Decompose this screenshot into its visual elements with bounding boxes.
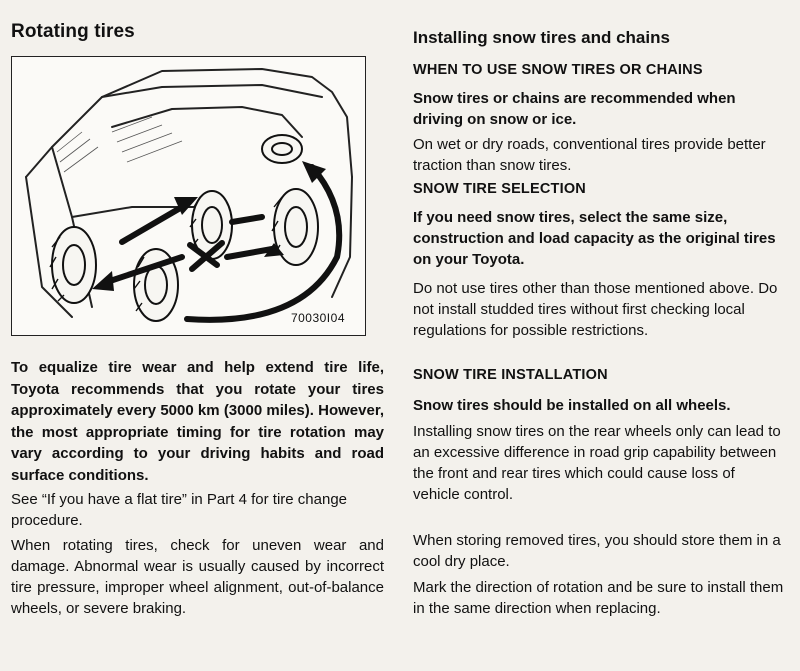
when-to-use-text: On wet or dry roads, conventional tires provide better traction than snow tires. [413, 136, 766, 174]
figure-code: 70030I04 [290, 311, 345, 325]
snow-tire-installation-bold: Snow tires should be installed on all wheels. [413, 397, 731, 414]
left-column [11, 20, 384, 617]
snow-tires-title: Installing snow tires and chains [413, 28, 670, 47]
snow-tire-installation-text1: Installing snow tires on the rear wheels only can lead to an excessive difference in road grip capability between the front and rear tires which could cause loss of vehicle control. [413, 423, 781, 503]
when-to-use-bold: Snow tires or chains are recommended when driving on snow or ice. [413, 90, 736, 128]
snow-tire-selection-text: Do not use tires other than those mentioned above. Do not install studded tires without first checking local regulations for possible restrictions. [413, 280, 778, 339]
tire-rotation-figure [11, 56, 366, 336]
when-to-use-heading: WHEN TO USE SNOW TIRES OR CHAINS [413, 62, 703, 78]
flat-tire-reference: See “If you have a flat tire” in Part 4 for tire change procedure. [11, 491, 348, 529]
snow-tire-installation-heading: SNOW TIRE INSTALLATION [413, 367, 608, 383]
rotation-check-paragraph: When rotating tires, check for uneven wear and damage. Abnormal wear is usually caused by incorrect tire pressure, improper wheel alignment, out-of-balance wheels, or severe braking. [11, 537, 384, 617]
rotation-lead-paragraph: To equalize tire wear and help extend tire life, Toyota recommends that you rotate your tires approximately every 5000 km (3000 miles). However, the most appropriate timing for tire rotation may vary according to your driving habits and road surface conditions. [11, 359, 384, 484]
tire-rotation-illustration [12, 57, 364, 334]
snow-tire-installation-text2: When storing removed tires, you should store them in a cool dry place. [413, 532, 781, 570]
snow-tire-selection-bold: If you need snow tires, select the same size, construction and load capacity as the original tires on your Toyota. [413, 209, 776, 268]
snow-tire-installation-text3: Mark the direction of rotation and be sure to install them in the same direction when replacing. [413, 579, 784, 617]
rotating-tires-title: Rotating tires [11, 21, 135, 42]
snow-tire-selection-heading: SNOW TIRE SELECTION [413, 181, 586, 197]
